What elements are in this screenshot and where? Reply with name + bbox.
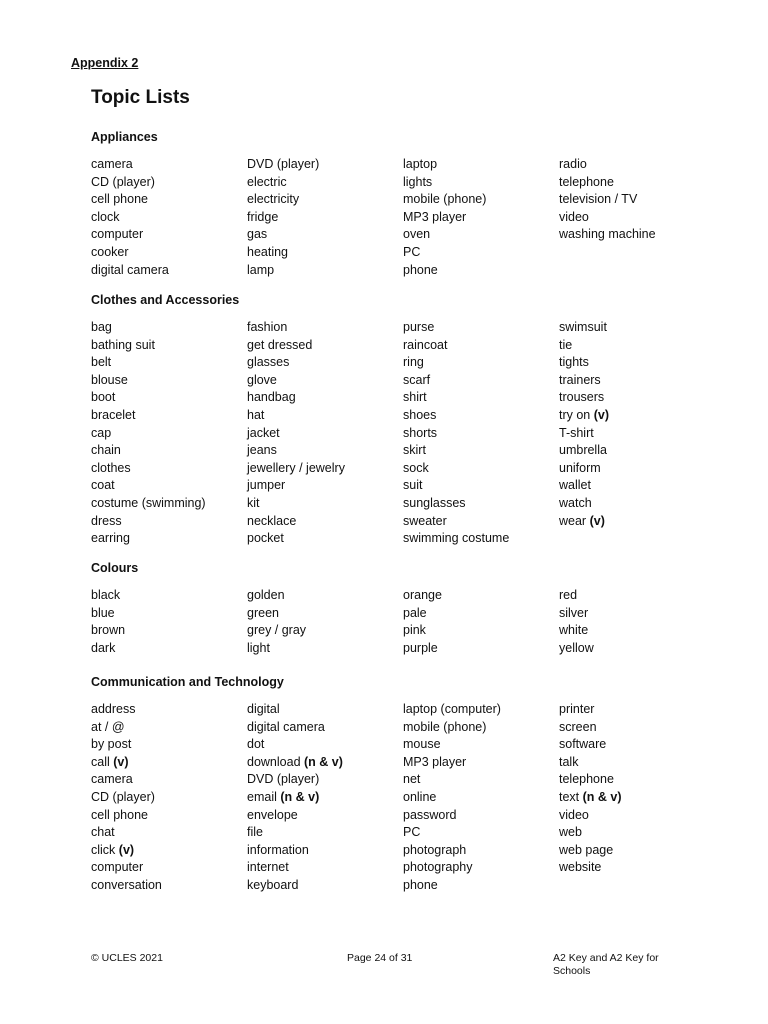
word-entry: kit [247,495,260,510]
word-entry: light [247,640,270,655]
word-entry: shirt [403,390,427,405]
word-grid [91,156,731,279]
word-entry: lights [403,174,433,189]
word-column [91,587,247,657]
word-entry: gas [247,227,268,242]
word-entry: radio [559,157,587,171]
section-heading: Clothes and Accessories [91,293,240,307]
word-entry: wear (v) [559,513,605,528]
section-heading: Colours [91,561,139,575]
footer-copyright: © UCLES 2021 [91,952,163,964]
word-entry: web page [559,842,614,857]
word-entry: password [403,807,457,822]
word-entry: talk [559,754,579,769]
word-entry: watch [559,495,592,510]
word-entry: at / @ [91,719,125,734]
word-entry: washing machine [559,227,656,242]
word-entry: printer [559,702,595,716]
word-entry: photography [403,860,473,875]
word-entry: black [91,588,121,602]
word-entry: skirt [403,443,426,458]
word-entry: MP3 player [403,209,467,224]
word-entry: website [559,860,602,875]
word-entry: fridge [247,209,279,224]
word-entry: camera [91,772,133,787]
word-column [91,319,247,548]
word-entry: PC [403,825,421,840]
word-entry: mobile (phone) [403,192,487,207]
word-entry: camera [91,157,133,171]
word-entry: blouse [91,372,128,387]
word-entry: sweater [403,513,447,528]
word-entry: heating [247,244,289,259]
word-entry: conversation [91,877,162,892]
word-column [403,701,559,895]
word-entry: trainers [559,372,601,387]
word-column [247,701,403,895]
word-entry: uniform [559,460,601,475]
footer-qualification: A2 Key and A2 Key for Schools [553,952,659,977]
word-entry: dot [247,737,265,752]
word-entry: cap [91,425,112,440]
word-entry: laptop (computer) [403,702,501,716]
word-entry: yellow [559,640,594,655]
word-entry: net [403,772,421,787]
word-entry: white [559,623,589,638]
word-entry: purple [403,640,438,655]
word-entry: computer [91,860,144,875]
word-column [559,319,715,548]
word-entry: digital [247,702,280,716]
word-entry: ring [403,355,424,370]
word-entry: address [91,702,136,716]
section-colours [91,559,731,657]
word-entry: laptop [403,157,438,171]
word-column [247,156,403,279]
word-column [559,587,715,657]
word-entry: try on (v) [559,407,610,422]
word-entry: digital camera [247,719,325,734]
word-entry: grey / gray [247,623,307,638]
word-entry: pocket [247,531,284,546]
word-entry: brown [91,623,126,638]
word-entry: trousers [559,390,605,405]
word-entry: silver [559,605,589,620]
word-entry: glasses [247,355,290,370]
word-entry: tie [559,337,573,352]
word-entry: CD (player) [91,789,155,804]
word-entry: video [559,807,589,822]
word-entry: cell phone [91,192,148,207]
word-entry: text (n & v) [559,789,622,804]
section-clothes-and-accessories [91,291,731,548]
word-entry: telephone [559,772,614,787]
word-entry: tights [559,355,589,370]
word-entry: golden [247,588,285,602]
word-entry: handbag [247,390,296,405]
word-entry: sock [403,460,429,475]
word-entry: jacket [247,425,280,440]
word-column [559,156,715,279]
word-entry: shorts [403,425,438,440]
word-entry: file [247,825,263,840]
word-entry: orange [403,588,442,602]
appendix-label: Appendix 2 [71,56,139,70]
word-entry: sunglasses [403,495,466,510]
word-entry: green [247,605,279,620]
word-entry: MP3 player [403,754,467,769]
word-entry: software [559,737,607,752]
word-entry: red [559,588,578,602]
word-entry: cell phone [91,807,148,822]
section-heading: Communication and Technology [91,675,284,689]
word-column [403,319,559,548]
word-entry: electricity [247,192,300,207]
word-entry: glove [247,372,277,387]
word-entry: get dressed [247,337,313,352]
word-column [403,156,559,279]
word-entry: scarf [403,372,431,387]
word-column [91,156,247,279]
word-entry: download (n & v) [247,754,343,769]
word-entry: bracelet [91,407,136,422]
word-column [91,701,247,895]
word-entry: bathing suit [91,337,155,352]
word-entry: information [247,842,309,857]
word-entry: bag [91,320,112,334]
word-entry: web [559,825,582,840]
word-entry: coat [91,478,115,493]
word-grid [91,319,731,548]
word-entry: click (v) [91,842,135,857]
word-entry: photograph [403,842,467,857]
word-entry: dress [91,513,122,528]
word-entry: PC [403,244,421,259]
word-entry: lamp [247,262,275,277]
word-column [559,701,715,895]
footer-page-number: Page 24 of 31 [347,952,413,964]
word-entry: mouse [403,737,441,752]
word-entry: phone [403,262,438,277]
word-entry: jumper [247,478,286,493]
word-entry: telephone [559,174,614,189]
word-entry: envelope [247,807,298,822]
word-entry: chain [91,443,121,458]
word-entry: email (n & v) [247,789,320,804]
word-entry: electric [247,174,287,189]
word-entry: DVD (player) [247,157,320,171]
word-entry: jeans [247,443,277,458]
section-heading: Appliances [91,130,158,144]
page-title: Topic Lists [91,87,190,108]
word-entry: call (v) [91,754,129,769]
word-entry: jewellery / jewelry [247,460,345,475]
word-entry: shoes [403,407,437,422]
word-entry: clock [91,209,120,224]
word-entry: internet [247,860,289,875]
word-entry: chat [91,825,115,840]
word-entry: blue [91,605,115,620]
word-entry: costume (swimming) [91,495,206,510]
word-entry: hat [247,407,265,422]
word-entry: computer [91,227,144,242]
word-grid [91,701,731,895]
word-entry: keyboard [247,877,299,892]
word-entry: CD (player) [91,174,155,189]
word-entry: online [403,789,437,804]
word-entry: wallet [559,478,591,493]
word-entry: television / TV [559,192,638,207]
word-grid [91,587,731,657]
word-entry: fashion [247,320,288,334]
word-entry: video [559,209,589,224]
word-entry: belt [91,355,112,370]
word-entry: umbrella [559,443,607,458]
word-entry: cooker [91,244,129,259]
word-entry: boot [91,390,116,405]
section-communication-and-technology [91,673,731,895]
word-column [247,319,403,548]
word-entry: screen [559,719,597,734]
word-entry: purse [403,320,435,334]
section-appliances [91,128,731,279]
word-entry: DVD (player) [247,772,320,787]
word-entry: pink [403,623,426,638]
word-entry: raincoat [403,337,448,352]
word-entry: phone [403,877,438,892]
word-entry: suit [403,478,423,493]
word-entry: dark [91,640,116,655]
word-entry: oven [403,227,431,242]
word-entry: swimsuit [559,320,607,334]
word-entry: by post [91,737,132,752]
word-column [403,587,559,657]
word-entry: necklace [247,513,297,528]
word-entry: swimming costume [403,531,510,546]
word-entry: T-shirt [559,425,594,440]
word-entry: pale [403,605,427,620]
word-column [247,587,403,657]
word-entry: earring [91,531,130,546]
word-entry: digital camera [91,262,169,277]
word-entry: clothes [91,460,131,475]
word-entry: mobile (phone) [403,719,487,734]
